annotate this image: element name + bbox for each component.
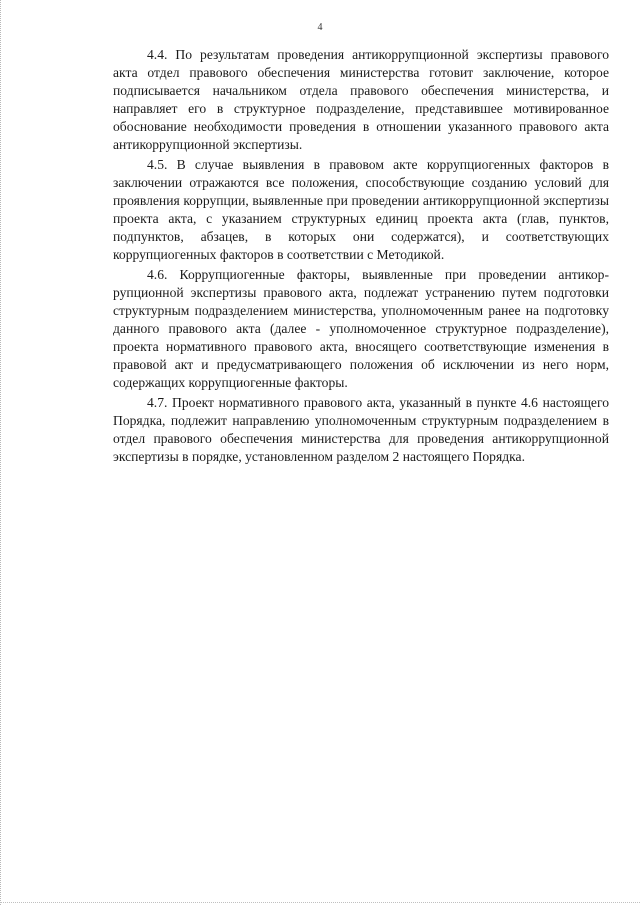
page-number: 4 — [317, 22, 323, 33]
paragraph-4-5: 4.5. В случае выявления в правовом акте коррупциогенных факторов в заключении отражаются все положения, способствующие созданию условий для проявления коррупции, выявленные при проведении антикоррупционной экспертизы проекта акта, с указанием структурных единиц проекта акта (глав, пунктов, подпунктов, абзацев, в которых они содержатся), и соответствующих коррупциогенных факторов в соответствии с Методикой. — [113, 157, 609, 262]
paragraph-4-6: 4.6. Коррупциогенные факторы, выявленные при проведении антикоррупционной экспертизы правового акта, подлежат устранению путем подготовки структурным подразделением министерства, уполномоченным ранее на подготовку данного правового акта (далее - уполномоченное структурное подразделение), проекта нормативного правового акта, вносящего соответствующие изменения в правовой акт и предусматривающего положения об исключении из него норм, содержащих коррупциогенные факторы. — [113, 267, 609, 390]
paragraph-4-7: 4.7. Проект нормативного правового акта, указанный в пункте 4.6 настоящего Порядка, подлежит направлению уполномоченным структурным подразделением в отдел правового обеспечения министерства для проведения антикоррупционной экспертизы в порядке, установленном разделом 2 настоящего Порядка. — [113, 395, 609, 464]
scan-left-edge — [0, 0, 4, 905]
scan-bottom-edge — [0, 901, 640, 903]
paragraph-4-4: 4.4. По результатам проведения антикоррупционной экспертизы правового акта отдел правового обеспечения министерства готовит заключение, которое подписывается начальником отдела правового обеспечения министерства, и направляет его в структурное подразделение, представившее мотивированное обоснование необходимости проведения в отношении указанного правового акта антикоррупционной экспертизы. — [113, 47, 609, 152]
document-body — [113, 46, 609, 468]
